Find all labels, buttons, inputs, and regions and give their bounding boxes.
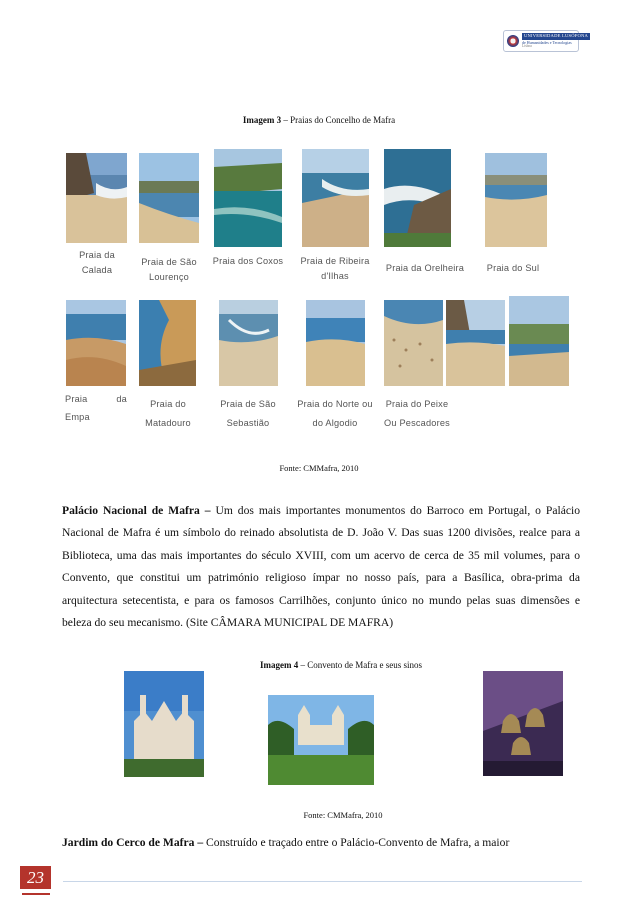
photo-praia-de-sao-lourenco	[139, 153, 199, 243]
label-norte-line-1: Praia do Norte ou	[297, 399, 373, 409]
label-empa-word-praia: Praia	[65, 394, 88, 404]
label-praia-do-peixe-ou-pescadores	[380, 395, 454, 433]
figure-4-caption-text: – Convento de Mafra e seus sinos	[298, 660, 422, 670]
label-praia-dos-coxos: Praia dos Coxos	[212, 256, 284, 266]
label-peixe-line-1: Praia do Peixe	[385, 399, 449, 409]
paragraph-2-title: Jardim do Cerco de Mafra –	[62, 836, 204, 849]
university-seal-icon	[507, 35, 519, 47]
photo-praia-dos-coxos	[214, 149, 282, 247]
figure-4-source: Fonte: CMMafra, 2010	[303, 810, 383, 820]
photo-carrilhoes-sinos	[483, 671, 563, 776]
label-praia-da-calada: Praia da Calada	[79, 250, 115, 275]
label-matadouro-line-1: Praia do	[150, 399, 186, 409]
label-praia-de-sao-sebastiao	[210, 395, 286, 433]
photo-praia-do-sul	[485, 153, 547, 247]
photo-convento-jardim	[268, 695, 374, 785]
photo-palacio-mafra	[124, 671, 204, 777]
figure-3-caption-text: – Praias do Concelho de Mafra	[281, 115, 396, 125]
label-praia-do-norte-ou-do-algodio	[292, 395, 378, 433]
label-matadouro-line-2: Matadouro	[145, 418, 191, 428]
paragraph-1-title: Palácio Nacional de Mafra –	[62, 504, 211, 517]
label-praia-da-orelheira: Praia da Orelheira	[385, 263, 465, 273]
photo-praia-de-sao-sebastiao	[219, 300, 278, 386]
photo-praia-da-orelheira	[384, 149, 451, 247]
figure-3-caption	[0, 115, 638, 125]
figure-3-source: Fonte: CMMafra, 2010	[279, 463, 359, 473]
figure-3-caption-label: Imagem 3	[242, 115, 282, 125]
photo-praia-da-empa	[66, 300, 126, 386]
logo-line-1: UNIVERSIDADE LUSÓFONA	[524, 33, 589, 39]
university-logo	[503, 30, 589, 52]
label-praia-de-sao-lourenco: Praia de São Lourenço	[141, 257, 197, 282]
label-sebastiao-line-1: Praia de São	[220, 399, 276, 409]
photo-praia-do-peixe-a	[384, 300, 443, 386]
label-praia-do-matadouro	[136, 395, 200, 433]
label-praia-do-sul: Praia do Sul	[486, 263, 540, 273]
photo-praia-do-norte-ou-do-algodio	[306, 300, 365, 386]
photo-praia-do-peixe-c	[509, 296, 569, 386]
logo-line-3: Lisboa	[522, 44, 532, 48]
label-praia-de-ribeira-dilhas: Praia de Ribeira d'Ilhas	[300, 256, 370, 281]
photo-praia-de-ribeira-dilhas	[302, 149, 369, 247]
label-sebastiao-line-2: Sebastião	[226, 418, 270, 428]
paragraph-palacio-nacional	[62, 500, 580, 634]
page-number: 23	[20, 866, 51, 889]
label-praia-da-empa	[65, 390, 127, 426]
photo-praia-da-calada	[66, 153, 127, 243]
paragraph-1-text: Um dos mais importantes monumentos do Barroco em Portugal, o Palácio Nacional de Mafra é um símbolo do reinado absolutista de D. João V. Das suas 1200 divisões, realce para a Biblioteca, uma das mais importantes do século XVIII, com um acervo de cerca de 35 mil volumes, para o Convento, que constitui um património religioso ímpar no nosso país, para a Basílica, obra-prima da arquitectura setecentista, e para os famosos Carrilhões, conjunto único no mundo pelas suas dimensões e beleza do seu mecanismo. (Site CÂMARA MUNICIPAL DE MAFRA)	[62, 504, 581, 630]
footer-rule	[63, 881, 582, 882]
label-empa-word-empa: Empa	[65, 412, 90, 422]
paragraph-2-text: Construído e traçado entre o Palácio-Convento de Mafra, a maior	[203, 836, 510, 849]
figure-4-caption-label: Imagem 4	[260, 660, 299, 670]
logo-line-2: de Humanidades e Tecnologias	[522, 40, 572, 45]
photo-praia-do-peixe-b	[446, 300, 505, 386]
figure-4-caption	[0, 660, 638, 670]
paragraph-jardim-do-cerco	[62, 832, 580, 854]
label-peixe-line-2: Ou Pescadores	[384, 418, 450, 428]
label-norte-line-2: do Algodio	[312, 418, 358, 428]
photo-praia-do-matadouro	[139, 300, 196, 386]
label-empa-word-da: da	[116, 394, 127, 404]
page-number-underline	[22, 893, 50, 895]
